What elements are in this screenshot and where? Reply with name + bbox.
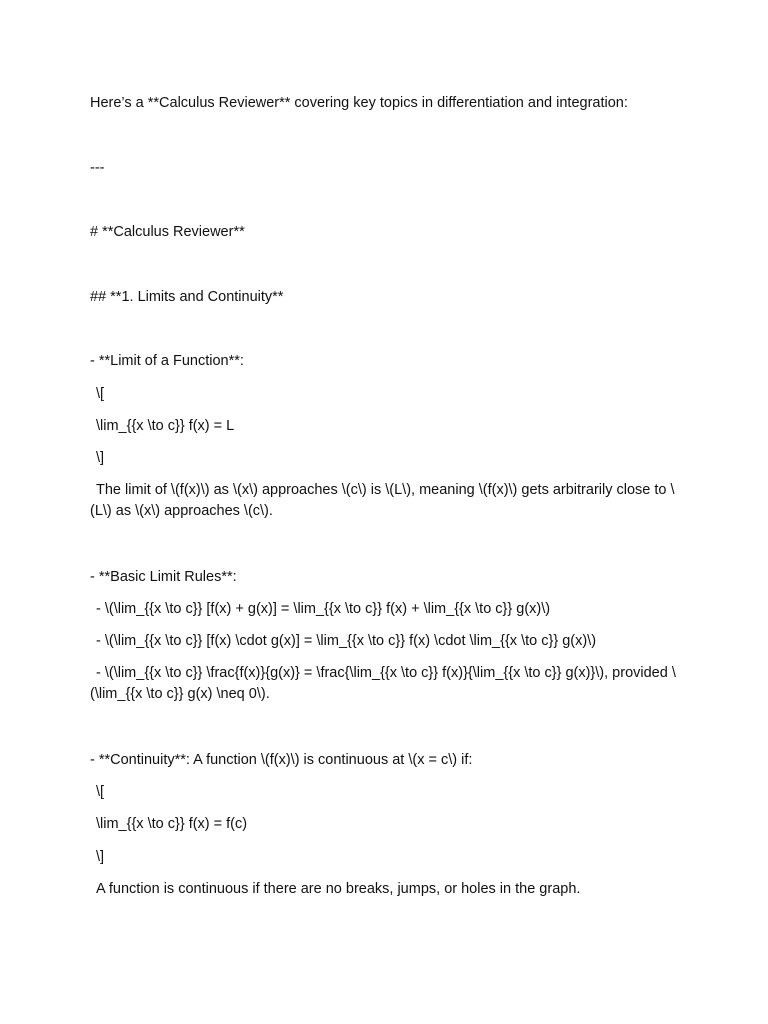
bullet-continuity: - **Continuity**: A function \(f(x)\) is continuous at \(x = c\) if: [90, 752, 473, 768]
intro-text: Here’s a **Calculus Reviewer** covering key topics in differentiation and integration: [90, 95, 628, 111]
limit-rule-quotient: - \(\lim_{{x \to c}} \frac{f(x)}{g(x)} = \frac{\lim_{{x \to c}} f(x)}{\lim_{{x \to c}} g(x)}\), provided \(\lim_{{x \to c}} g(x) \neq 0\). [90, 665, 676, 702]
limit-rule-sum: - \(\lim_{{x \to c}} [f(x) + g(x)] = \lim_{{x \to c}} f(x) + \lim_{{x \to c}} g(x)\) [96, 601, 551, 617]
limit-explanation: The limit of \(f(x)\) as \(x\) approaches \(c\) is \(L\), meaning \(f(x)\) gets arbitrarily close to \(L\) as \(x\) approaches \(c\). [90, 482, 675, 519]
math-open-bracket: \[ [96, 386, 105, 402]
separator: --- [90, 160, 105, 176]
bullet-basic-limit-rules: - **Basic Limit Rules**: [90, 569, 237, 585]
math-close-bracket: \] [96, 450, 105, 466]
continuity-formula: \lim_{{x \to c}} f(x) = f(c) [96, 816, 248, 832]
document-title: # **Calculus Reviewer** [90, 224, 245, 240]
section-heading-limits: ## **1. Limits and Continuity** [90, 289, 284, 305]
bullet-limit-of-function: - **Limit of a Function**: [90, 353, 244, 369]
continuity-explanation: A function is continuous if there are no breaks, jumps, or holes in the graph. [96, 881, 581, 897]
math-open-bracket: \[ [96, 784, 105, 800]
limit-rule-product: - \(\lim_{{x \to c}} [f(x) \cdot g(x)] = \lim_{{x \to c}} f(x) \cdot \lim_{{x \to c}} g(x)\) [96, 633, 597, 649]
math-close-bracket: \] [96, 849, 105, 865]
limit-formula: \lim_{{x \to c}} f(x) = L [96, 418, 235, 434]
